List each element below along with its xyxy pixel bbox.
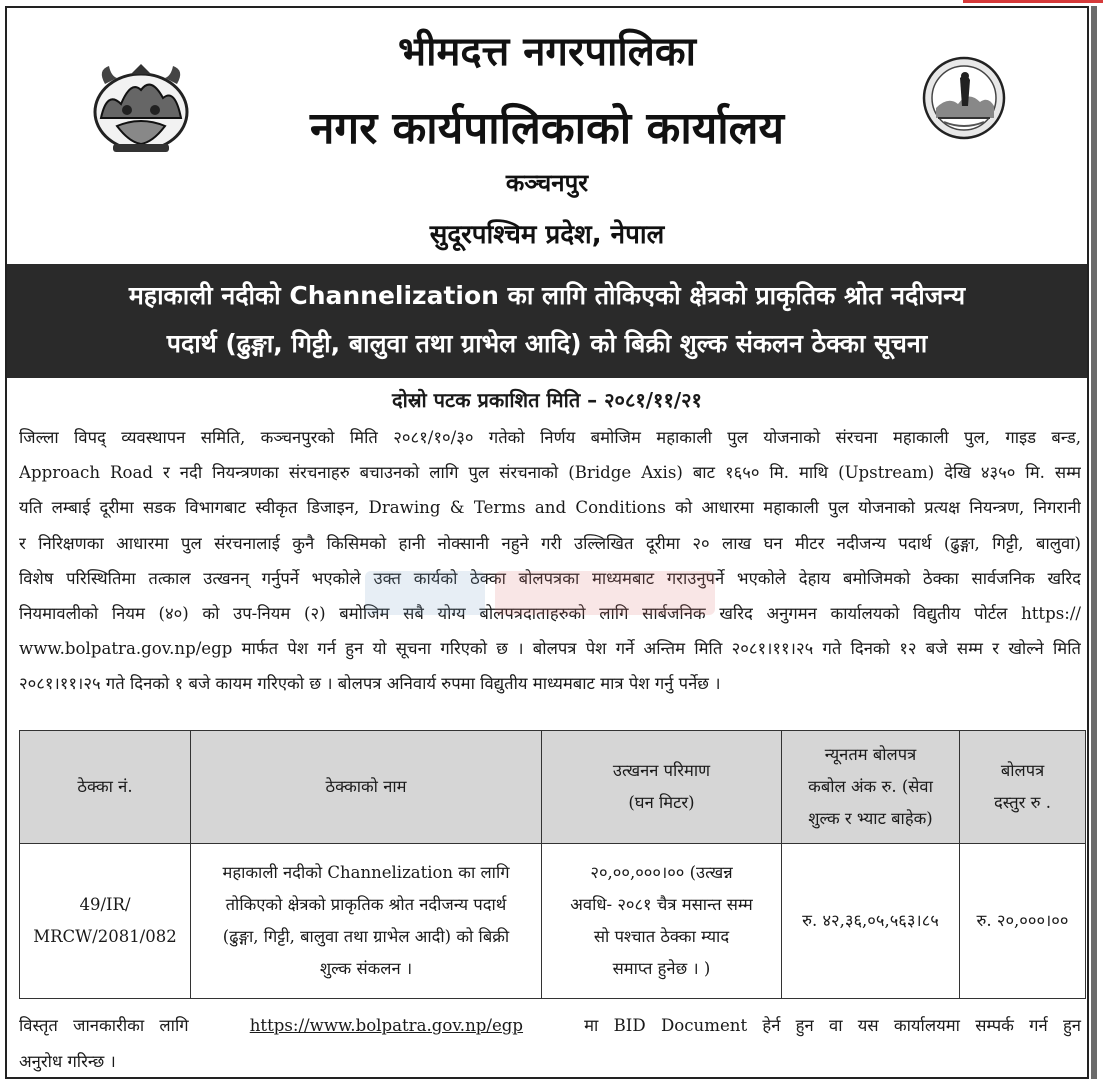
header-contract-no: ठेक्का नं.	[20, 731, 191, 844]
body-line: www.bolpatra.gov.np/egp मार्फत पेश गर्न हुन यो सूचना गरिएको छ । बोलपत्र पेश गर्ने अन्तिम मिति २०८१।११।२५ गते दिनको १२ बजे सम्म र खोल्ने मिति	[19, 639, 1081, 659]
footer-line-2: अनुरोध गरिन्छ ।	[19, 1052, 116, 1071]
table-header-row	[20, 731, 1086, 844]
municipality-title: भीमदत्त नगरपालिका	[398, 29, 696, 75]
page-edge-shadow	[1091, 6, 1097, 1079]
cell-fee: रु. २०,०००।००	[960, 844, 1086, 999]
cell-contract-no: 49/IR/ MRCW/2081/082	[20, 844, 191, 999]
banner-line-1: महाकाली नदीको Channelization का लागि तोकिएको क्षेत्रको प्राकृतिक श्रोत नदीजन्य	[128, 281, 966, 310]
banner-line-2: पदार्थ (ढुङ्गा, गिट्टी, बालुवा तथा ग्राभेल आदि) को बिक्री शुल्क संकलन ठेक्का सूचना	[166, 329, 928, 358]
district-name: कञ्चनपुर	[505, 169, 589, 197]
province-name: सुदूरपश्चिम प्रदेश, नेपाल	[429, 220, 665, 250]
municipality-seal-icon	[922, 56, 1006, 140]
notice-title-banner	[7, 264, 1087, 378]
header-quantity: उत्खनन परिमाण (घन मिटर)	[542, 731, 782, 844]
bolpatra-link[interactable]: https://www.bolpatra.gov.np/egp	[249, 1016, 524, 1035]
header-fee: बोलपत्र दस्तुर रु .	[960, 731, 1086, 844]
contract-table	[19, 730, 1086, 999]
cell-contract-name: महाकाली नदीको Channelization का लागि तोकिएको क्षेत्रको प्राकृतिक श्रोत नदीजन्य पदार्थ (ढुङ्गा, गिट्टी, बालुवा तथा ग्राभेल आदी) को बिक्री शुल्क संकलन ।	[191, 844, 542, 999]
notice-footer	[19, 1008, 1081, 1080]
cell-min-bid: रु. ४२,३६,०५,५६३।८५	[782, 844, 960, 999]
body-line: यति लम्बाई दूरीमा सडक विभागबाट स्वीकृत डिजाइन, Drawing & Terms and Conditions को आधारमा महाकाली पुल योजनाको प्रत्यक्ष नियन्त्रण, निगरानी	[19, 498, 1081, 518]
cell-quantity: २०,००,०००।०० (उत्खन्न अवधि- २०८१ चैत्र मसान्त सम्म सो पश्चात ठेक्का म्याद समाप्त हुनेछ । )	[542, 844, 782, 999]
header-contract-name: ठेक्काको नाम	[191, 731, 542, 844]
notice-frame	[5, 6, 1089, 1079]
body-line: जिल्ला विपद् व्यवस्थापन समिति, कञ्चनपुरको मिति २०८१/१०/३० गतेको निर्णय बमोजिम महाकाली पुल योजनाको संरचना महाकाली पुल, गाइड बन्ड,	[19, 428, 1081, 447]
footer-line-1	[19, 1008, 1081, 1044]
footer-prefix: विस्तृत जानकारीका लागि	[19, 1016, 189, 1035]
body-line: २०८१।११।२५ गते दिनको १ बजे कायम गरिएको छ । बोलपत्र अनिवार्य रुपमा विद्युतीय माध्यमबाट मात्र पेश गर्नु पर्नेछ ।	[19, 674, 721, 694]
notice-header	[7, 8, 1087, 260]
notice-body	[19, 420, 1081, 702]
body-line: Approach Road र नदी नियन्त्रणका संरचनाहरु बचाउनको लागि पुल संरचनाको (Bridge Axis) बाट १६५० मि. माथि (Upstream) देखि ४३५० मि. सम्म	[19, 463, 1081, 483]
header-min-bid: न्यूनतम बोलपत्र कबोल अंक रु. (सेवा शुल्क र भ्याट बाहेक)	[782, 731, 960, 844]
footer-suffix: मा BID Document हेर्न हुन वा यस कार्यालयमा सम्पर्क गर्न हुन	[584, 1016, 1082, 1035]
office-title: नगर कार्यपालिकाको कार्यालय	[310, 103, 784, 154]
table-row	[20, 844, 1086, 999]
body-line: नियमावलीको नियम (४०) को उप-नियम (२) बमोजिम सबै योग्य बोलपत्रदाताहरुको लागि सार्बजनिक खरिद अनुगमन कार्यालयको विद्युतीय पोर्टल https://	[19, 604, 1081, 624]
body-line: विशेष परिस्थितिमा तत्काल उत्खनन् गर्नुपर्ने भएकोले उक्त कार्यको ठेक्का बोलपत्रका माध्यमबाट गराउनुपर्ने भएकोले देहाय बमोजिमको ठेक्का सार्वजनिक खरिद	[19, 568, 1081, 588]
top-accent-bar	[963, 0, 1103, 3]
publication-date: दोस्रो पटक प्रकाशित मिति – २०८१/११/२१	[392, 388, 702, 412]
body-line: र निरिक्षणका आधारमा पुल संरचनालाई कुनै किसिमको हानी नोक्सानी नहुने गरी उल्लिखित दूरीमा २० लाख घन मीटर नदीजन्य पदार्थ (ढुङ्गा, गिट्टी, बालुवा)	[19, 533, 1081, 553]
